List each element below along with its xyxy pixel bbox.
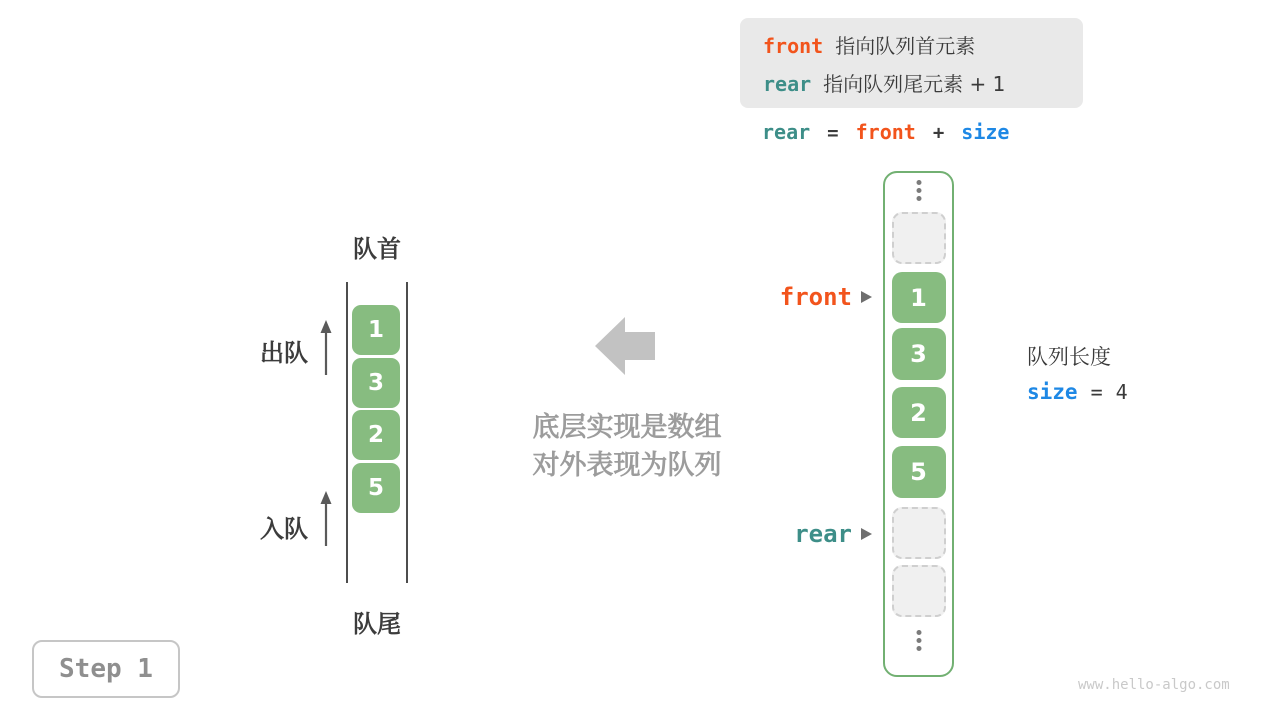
pointer-formula [762, 120, 1009, 148]
queue-rear-label: 队尾 [353, 610, 401, 638]
pointer-legend-box [740, 18, 1083, 108]
legend-rear-text: 指向队列尾元素 + 1 [823, 71, 1006, 96]
enqueue-up-arrow-icon [319, 491, 333, 547]
array-empty-slot [892, 565, 946, 617]
array-cell: 2 [892, 387, 946, 438]
queue-length-label: 队列长度 [1027, 345, 1111, 369]
queue-wall-right [406, 282, 408, 583]
formula-equals: = [827, 122, 839, 144]
step-badge: Step 1 [32, 640, 180, 698]
watermark: www.hello-algo.com [1078, 677, 1230, 693]
formula-plus: + [932, 122, 945, 144]
array-cell: 1 [892, 272, 946, 323]
rear-keyword: rear [763, 71, 812, 96]
ellipsis-top-icon [916, 180, 921, 201]
formula-front: front [855, 120, 916, 144]
array-cell: 5 [892, 446, 946, 498]
size-keyword: size [1027, 380, 1078, 404]
size-value: 4 [1115, 380, 1128, 404]
queue-cell: 2 [352, 410, 400, 460]
front-pointer-row [700, 283, 872, 311]
array-cell: 3 [892, 328, 946, 380]
formula-size: size [961, 120, 1010, 144]
caption-line-1: 底层实现是数组 [532, 412, 722, 443]
pointer-triangle-icon [861, 528, 872, 540]
queue-cell: 3 [352, 358, 400, 408]
caption-line-2: 对外表现为队列 [532, 450, 722, 481]
pointer-triangle-icon [861, 291, 872, 303]
formula-rear: rear [762, 120, 811, 144]
queue-length-note [1027, 341, 1128, 404]
front-pointer-label: front [779, 283, 852, 311]
queue-wall-left [346, 282, 348, 583]
enqueue-label: 入队 [260, 515, 308, 543]
ellipsis-bottom-icon [916, 630, 921, 651]
legend-front-text: 指向队列首元素 [835, 33, 976, 58]
queue-cell: 5 [352, 463, 400, 513]
queue-cell: 1 [352, 305, 400, 355]
queue-front-label: 队首 [353, 235, 401, 263]
size-equals: = [1090, 380, 1103, 404]
dequeue-up-arrow-icon [319, 320, 333, 376]
array-empty-slot [892, 507, 946, 559]
implementation-caption [497, 409, 757, 485]
array-empty-slot [892, 212, 946, 264]
big-left-arrow-icon [595, 317, 655, 375]
rear-pointer-label: rear [794, 520, 852, 548]
front-keyword: front [763, 33, 824, 58]
array-container [883, 171, 954, 677]
legend-line-front [763, 30, 1083, 59]
size-value-line [1027, 380, 1128, 404]
rear-pointer-row [700, 520, 872, 548]
dequeue-label: 出队 [260, 339, 308, 367]
legend-line-rear [763, 68, 1083, 97]
